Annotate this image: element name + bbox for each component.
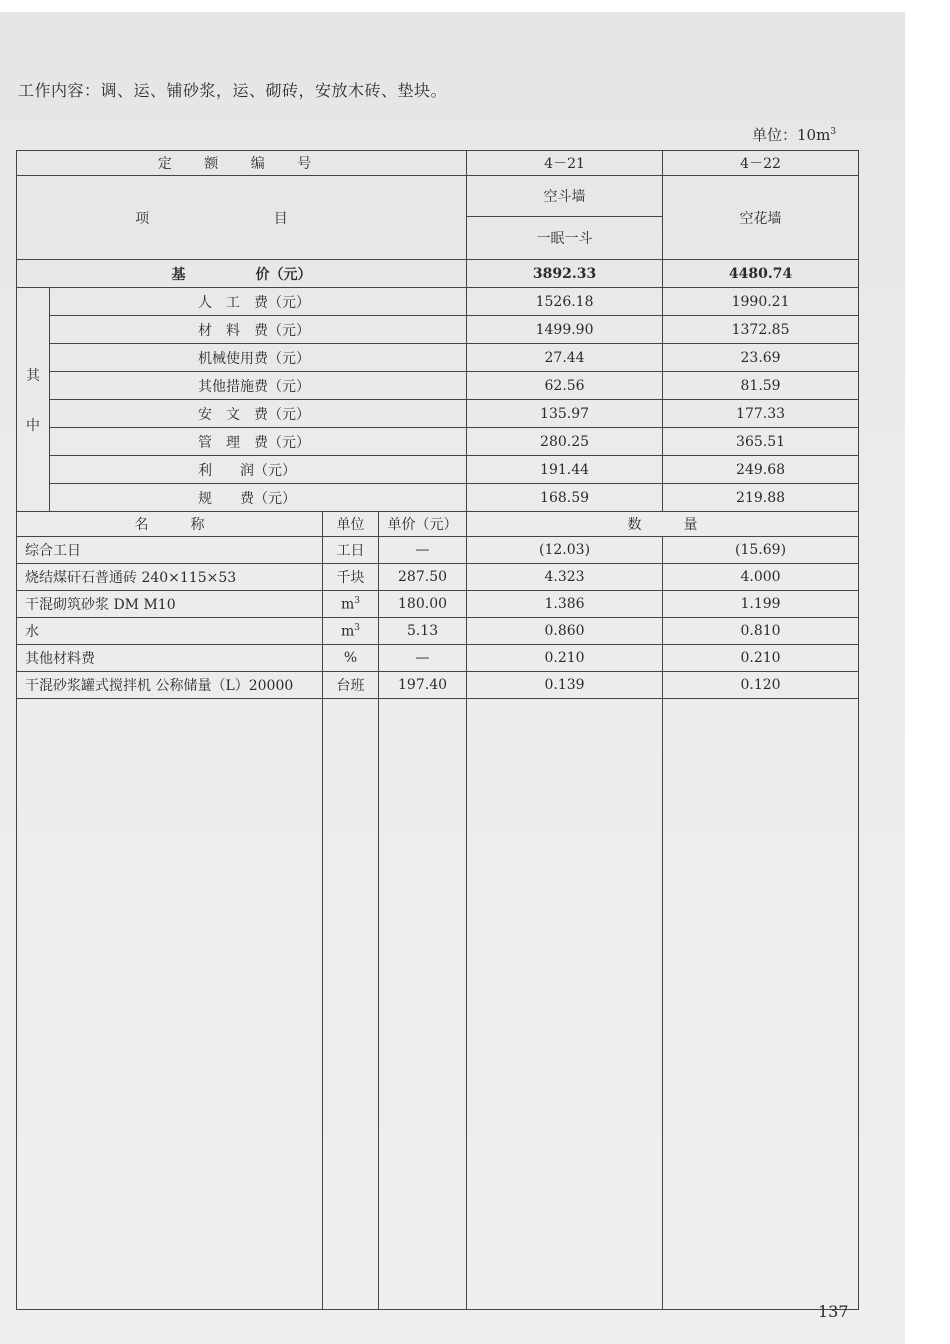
mat-qty-2: 0.210 — [663, 645, 859, 672]
cost-value: 62.56 — [467, 372, 663, 400]
page-top-margin — [0, 0, 905, 12]
mat-unit: 千块 — [323, 564, 379, 591]
mat-qty-2: 0.810 — [663, 618, 859, 645]
mat-unit: $m^3$ — [323, 618, 379, 645]
mat-name: 综合工日 — [17, 537, 323, 564]
cost-value: 27.44 — [467, 344, 663, 372]
cost-value: 1499.90 — [467, 316, 663, 344]
page-number: 137 — [818, 1302, 849, 1321]
unit-label — [752, 124, 836, 145]
mat-name: 水 — [17, 618, 323, 645]
col1-top: 空斗墙 — [467, 176, 663, 217]
mat-unit: 工日 — [323, 537, 379, 564]
mat-qty-1: 1.386 — [467, 591, 663, 618]
cost-label: 机械使用费（元） — [50, 344, 467, 372]
mat-unit: $m^3$ — [323, 591, 379, 618]
cost-value: 280.25 — [467, 428, 663, 456]
cost-value: 135.97 — [467, 400, 663, 428]
cost-label: 规 费（元） — [50, 484, 467, 512]
cost-label: 利 润（元） — [50, 456, 467, 484]
unit-sup: 3 — [830, 127, 837, 137]
code-4-22: 4－22 — [663, 151, 859, 176]
mat-price: — — [379, 537, 467, 564]
machine-name: 干混砂浆罐式搅拌机 公称储量（L）20000 — [17, 672, 323, 699]
cost-value: 23.69 — [663, 344, 859, 372]
mat-price: 5.13 — [379, 618, 467, 645]
cost-value: 365.51 — [663, 428, 859, 456]
cost-value: 249.68 — [663, 456, 859, 484]
mat-name: 其他材料费 — [17, 645, 323, 672]
quota-no-label: 定 额 编 号 — [17, 151, 467, 176]
filler — [467, 699, 663, 1310]
mat-name: 干混砌筑砂浆 DM M10 — [17, 591, 323, 618]
mat-header-price: 单价（元） — [379, 512, 467, 537]
mat-qty-1: (12.03) — [467, 537, 663, 564]
mat-header-qty: 数 量 — [467, 512, 859, 537]
col2-name: 空花墙 — [663, 176, 859, 260]
mat-qty-1: 0.210 — [467, 645, 663, 672]
work-content: 工作内容：调、运、铺砂浆，运、砌砖，安放木砖、垫块。 — [18, 81, 448, 100]
quota-table — [16, 150, 859, 1310]
mat-price: 287.50 — [379, 564, 467, 591]
cost-label: 安 文 费（元） — [50, 400, 467, 428]
mat-price: — — [379, 645, 467, 672]
mat-qty-2: (15.69) — [663, 537, 859, 564]
cost-value: 191.44 — [467, 456, 663, 484]
base-price-label: 基 价（元） — [17, 260, 467, 288]
machine-qty-2: 0.120 — [663, 672, 859, 699]
cost-label: 人 工 费（元） — [50, 288, 467, 316]
cost-label: 材 料 费（元） — [50, 316, 467, 344]
cost-value: 219.88 — [663, 484, 859, 512]
filler — [379, 699, 467, 1310]
machine-qty-1: 0.139 — [467, 672, 663, 699]
unit-text: 单位：10m — [752, 126, 831, 144]
mat-qty-2: 1.199 — [663, 591, 859, 618]
cost-label: 管 理 费（元） — [50, 428, 467, 456]
item-label: 项 目 — [17, 176, 467, 260]
cost-value: 168.59 — [467, 484, 663, 512]
base-price-2: 4480.74 — [663, 260, 859, 288]
cost-value: 81.59 — [663, 372, 859, 400]
base-price-1: 3892.33 — [467, 260, 663, 288]
filler — [323, 699, 379, 1310]
cost-value: 1372.85 — [663, 316, 859, 344]
col1-sub: 一眠一斗 — [467, 217, 663, 260]
qizhong-bottom: 中 — [26, 417, 40, 434]
mat-qty-1: 0.860 — [467, 618, 663, 645]
cost-value: 177.33 — [663, 400, 859, 428]
filler — [17, 699, 323, 1310]
qizhong-label — [17, 288, 50, 512]
code-4-21: 4－21 — [467, 151, 663, 176]
machine-unit: 台班 — [323, 672, 379, 699]
qizhong-top: 其 — [26, 367, 40, 384]
mat-price: 180.00 — [379, 591, 467, 618]
machine-price: 197.40 — [379, 672, 467, 699]
mat-header-name: 名 称 — [17, 512, 323, 537]
cost-label: 其他措施费（元） — [50, 372, 467, 400]
cost-value: 1990.21 — [663, 288, 859, 316]
mat-qty-2: 4.000 — [663, 564, 859, 591]
filler — [663, 699, 859, 1310]
mat-header-unit: 单位 — [323, 512, 379, 537]
mat-name: 烧结煤矸石普通砖 240×115×53 — [17, 564, 323, 591]
cost-value: 1526.18 — [467, 288, 663, 316]
mat-qty-1: 4.323 — [467, 564, 663, 591]
mat-unit: % — [323, 645, 379, 672]
